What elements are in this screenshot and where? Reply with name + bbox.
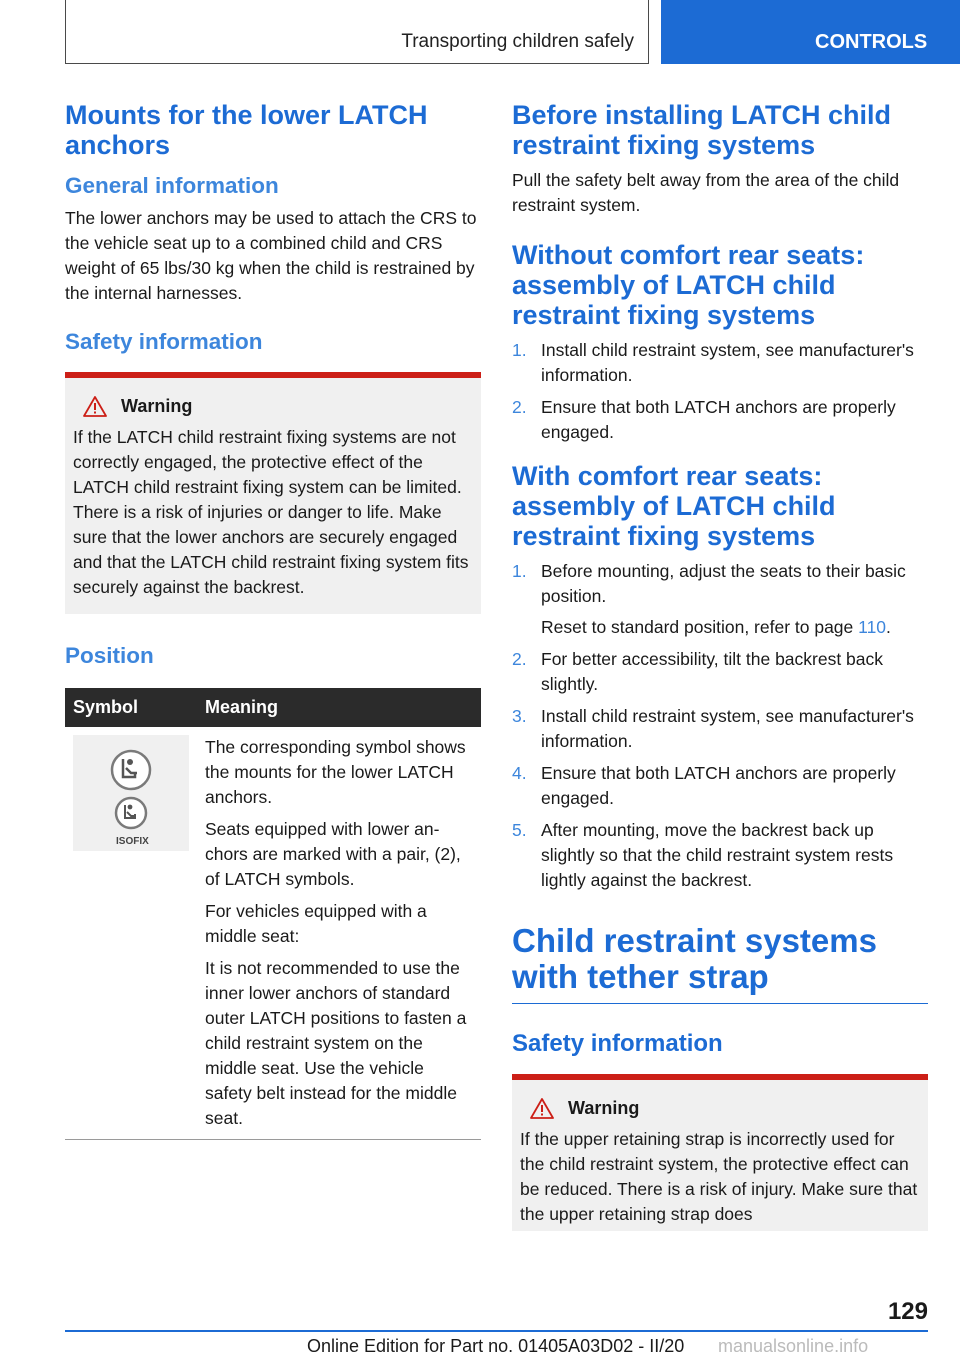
step-text: Ensure that both LATCH anchors are properly engaged. xyxy=(541,397,896,442)
warning-title: Warning xyxy=(121,396,193,416)
step-text: Install child restraint system, see manufacturer's information. xyxy=(541,340,914,385)
warning-box xyxy=(65,372,481,614)
list-item xyxy=(512,338,928,388)
table-header-row xyxy=(65,688,481,727)
before-installing-text: Pull the safety belt away from the area of the child restraint system. xyxy=(512,170,900,215)
isofix-label: ISOFIX xyxy=(116,836,149,847)
general-info-text: The lower anchors may be used to attach the CRS to the vehicle seat up to a combined child and CRS weight of 65 lbs/30 kg when the child is restrained by the internal harnesses. xyxy=(65,208,477,303)
without-comfort-steps xyxy=(512,338,928,445)
right-column xyxy=(512,100,928,1231)
right-safety-info-heading: Safety information xyxy=(512,1030,723,1057)
step-number: 4. xyxy=(512,763,527,783)
step-number: 1. xyxy=(512,340,527,360)
latch-symbol-image xyxy=(73,735,189,851)
step-number: 1. xyxy=(512,561,527,581)
meaning-para-4: It is not recommended to use the inner lower anchors of standard outer LATCH positions to fasten a child restraint system on the middle seat. Use the vehicle safety belt instead for the middle seat. xyxy=(205,958,467,1128)
step-text: For better accessibility, tilt the backrest back slightly. xyxy=(541,649,884,694)
step-number: 2. xyxy=(512,397,527,417)
header-section-title: Transporting children safely xyxy=(401,31,634,52)
meaning-para-2: Seats equipped with lower anchors are marked with a pair, (2), of LATCH symbols. xyxy=(205,819,461,889)
warning-title-row xyxy=(520,1098,920,1119)
tether-warning-text: If the upper retaining strap is incorrectly used for the child restraint system, the protective effect can be reduced. There is a risk of injury. Make sure that the upper retaining strap does xyxy=(520,1129,918,1224)
meaning-cell xyxy=(197,727,481,1140)
meaning-para-1: The corresponding symbol shows the mounts for the lower LATCH anchors. xyxy=(205,737,466,807)
without-comfort-heading: Without comfort rear seats: assembly of LATCH child restraint fixing systems xyxy=(512,240,865,330)
list-item xyxy=(512,818,928,893)
step-text: Install child restraint system, see manufacturer's information. xyxy=(541,706,914,751)
list-item xyxy=(512,704,928,754)
position-table xyxy=(65,688,481,1140)
general-info-heading: General information xyxy=(65,173,279,198)
step-sub-text xyxy=(541,615,928,640)
list-item xyxy=(512,559,928,640)
before-installing-heading: Before installing LATCH child restraint fixing systems xyxy=(512,100,892,160)
warning-text: If the LATCH child restraint fixing systems are not correctly engaged, the protective effect of the LATCH child restraint fixing system can be limited. There is a risk of injuries or danger to life. Make sure that the lower anchors are securely engaged and that the LATCH child restraint fixing system fits securely against the backrest. xyxy=(73,427,469,597)
step-number: 2. xyxy=(512,649,527,669)
warning-triangle-icon xyxy=(83,396,107,417)
list-item xyxy=(512,761,928,811)
with-comfort-steps xyxy=(512,559,928,893)
latch-mounts-heading: Mounts for the lower LATCH anchors xyxy=(65,100,428,160)
warning-triangle-icon xyxy=(530,1098,554,1119)
col-header-symbol: Symbol xyxy=(65,688,197,727)
header-controls-tab[interactable] xyxy=(661,0,960,64)
step-text: Ensure that both LATCH anchors are properly engaged. xyxy=(541,763,896,808)
safety-info-heading: Safety information xyxy=(65,329,263,354)
symbol-cell xyxy=(65,727,197,1140)
with-comfort-heading: With comfort rear seats: assembly of LATCH child restraint fixing systems xyxy=(512,461,836,551)
watermark-text: manualsonline.info xyxy=(718,1336,869,1356)
page-ref-link[interactable]: 110 xyxy=(858,617,887,637)
col-header-meaning: Meaning xyxy=(197,688,481,727)
tether-strap-heading: Child restraint systems with tether strap xyxy=(512,923,928,1004)
footer-divider xyxy=(65,1330,928,1332)
warning-title: Warning xyxy=(568,1098,640,1118)
position-heading: Position xyxy=(65,643,154,668)
left-column xyxy=(65,100,481,1140)
list-item xyxy=(512,647,928,697)
list-item xyxy=(512,395,928,445)
meaning-para-3: For vehicles equipped with a middle seat: xyxy=(205,901,427,946)
step-number: 3. xyxy=(512,706,527,726)
page-ref-text: Reset to standard position, refer to page xyxy=(541,617,859,637)
warning-title-row xyxy=(73,396,473,417)
step-text: After mounting, move the backrest back up slightly so that the child restraint system rests lightly against the backrest. xyxy=(541,820,894,890)
table-row xyxy=(65,727,481,1140)
header-tab-label: CONTROLS xyxy=(815,31,928,53)
page-ref-end: . xyxy=(886,617,891,637)
header-section-box xyxy=(65,0,649,64)
edition-text: Online Edition for Part no. 01405A03D02 - II/20 xyxy=(307,1336,685,1356)
step-number: 5. xyxy=(512,820,527,840)
tether-warning-box xyxy=(512,1074,928,1231)
step-text: Before mounting, adjust the seats to their basic position. xyxy=(541,561,906,606)
page-number: 129 xyxy=(887,1298,928,1325)
